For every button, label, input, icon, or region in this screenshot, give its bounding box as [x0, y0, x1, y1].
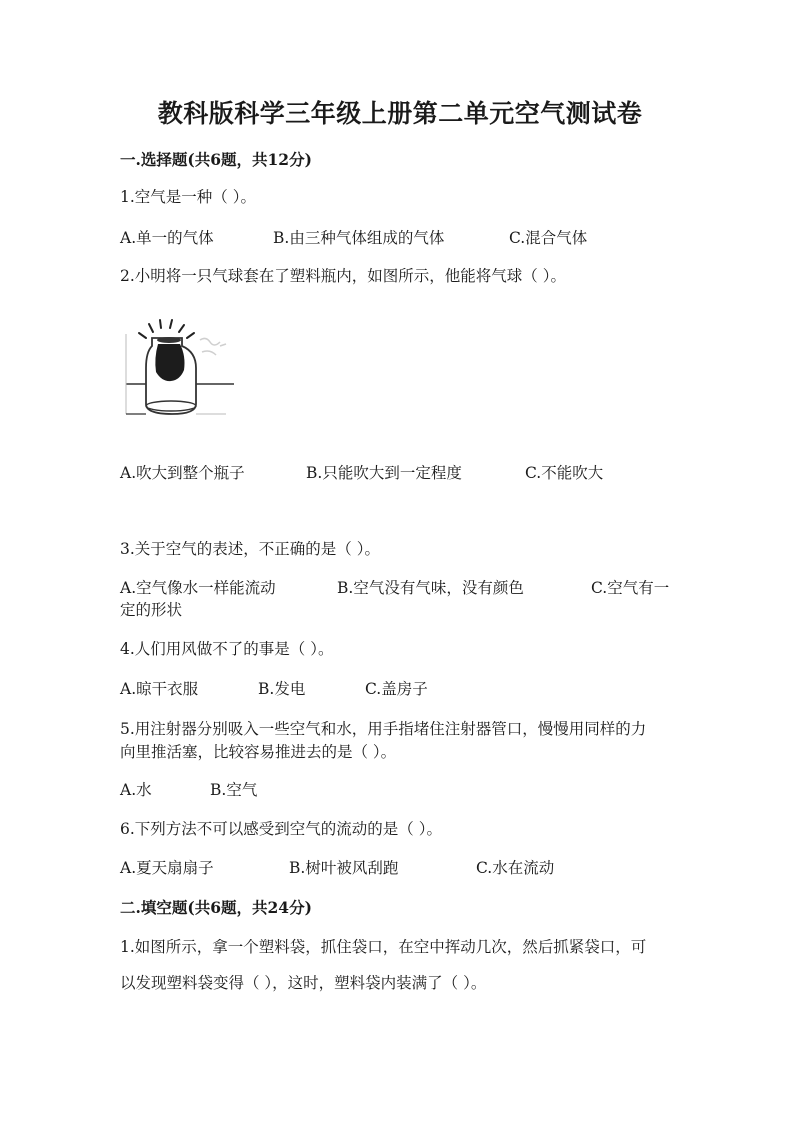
section-heading-choice: 一.选择题(共6题，共12分): [120, 150, 312, 169]
question-2-option-a: A.吹大到整个瓶子: [120, 464, 245, 482]
fill-question-1-line-2: 以发现塑料袋变得（ ），这时，塑料袋内装满了（ ）。: [120, 974, 487, 992]
question-2-option-c: C.不能吹大: [525, 464, 604, 482]
question-1-option-b: B.由三种气体组成的气体: [273, 229, 445, 247]
question-1-option-c: C.混合气体: [509, 229, 588, 247]
question-4-option-c: C.盖房子: [365, 680, 428, 698]
question-2-stem: 2.小明将一只气球套在了塑料瓶内，如图所示，他能将气球（ ）。: [120, 267, 566, 285]
question-5-option-b: B.空气: [210, 781, 258, 799]
question-3-option-b: B.空气没有气味，没有颜色: [337, 579, 524, 597]
balloon-in-bottle-figure: [122, 318, 234, 418]
question-2-option-b: B.只能吹大到一定程度: [306, 464, 462, 482]
question-1-option-a: A.单一的气体: [120, 229, 214, 247]
question-5-option-a: A.水: [120, 781, 152, 799]
question-6-stem: 6.下列方法不可以感受到空气的流动的是（ ）。: [120, 820, 442, 838]
question-3-stem: 3.关于空气的表述，不正确的是（ ）。: [120, 540, 380, 558]
question-3-option-c: C.空气有一: [591, 579, 670, 597]
page-title: 教科版科学三年级上册第二单元空气测试卷: [157, 99, 643, 128]
question-4-option-a: A.晾干衣服: [120, 680, 199, 698]
question-4-stem: 4.人们用风做不了的事是（ ）。: [120, 640, 334, 658]
question-6-option-a: A.夏天扇扇子: [120, 859, 214, 877]
question-1-stem: 1.空气是一种（ ）。: [120, 188, 256, 206]
question-6-option-b: B.树叶被风刮跑: [289, 859, 399, 877]
fill-question-1-line-1: 1.如图所示，拿一个塑料袋，抓住袋口，在空中挥动几次，然后抓紧袋口，可: [120, 938, 647, 956]
question-3-option-a: A.空气像水一样能流动: [120, 579, 276, 597]
question-5-stem-line-2: 向里推活塞，比较容易推进去的是（ ）。: [120, 743, 397, 761]
section-heading-fill-in: 二.填空题(共6题，共24分): [120, 898, 312, 917]
question-3-option-c-continuation: 定的形状: [120, 601, 183, 619]
question-6-option-c: C.水在流动: [476, 859, 555, 877]
question-5-stem-line-1: 5.用注射器分别吸入一些空气和水，用手指堵住注射器管口，慢慢用同样的力: [120, 720, 647, 738]
question-4-option-b: B.发电: [258, 680, 306, 698]
